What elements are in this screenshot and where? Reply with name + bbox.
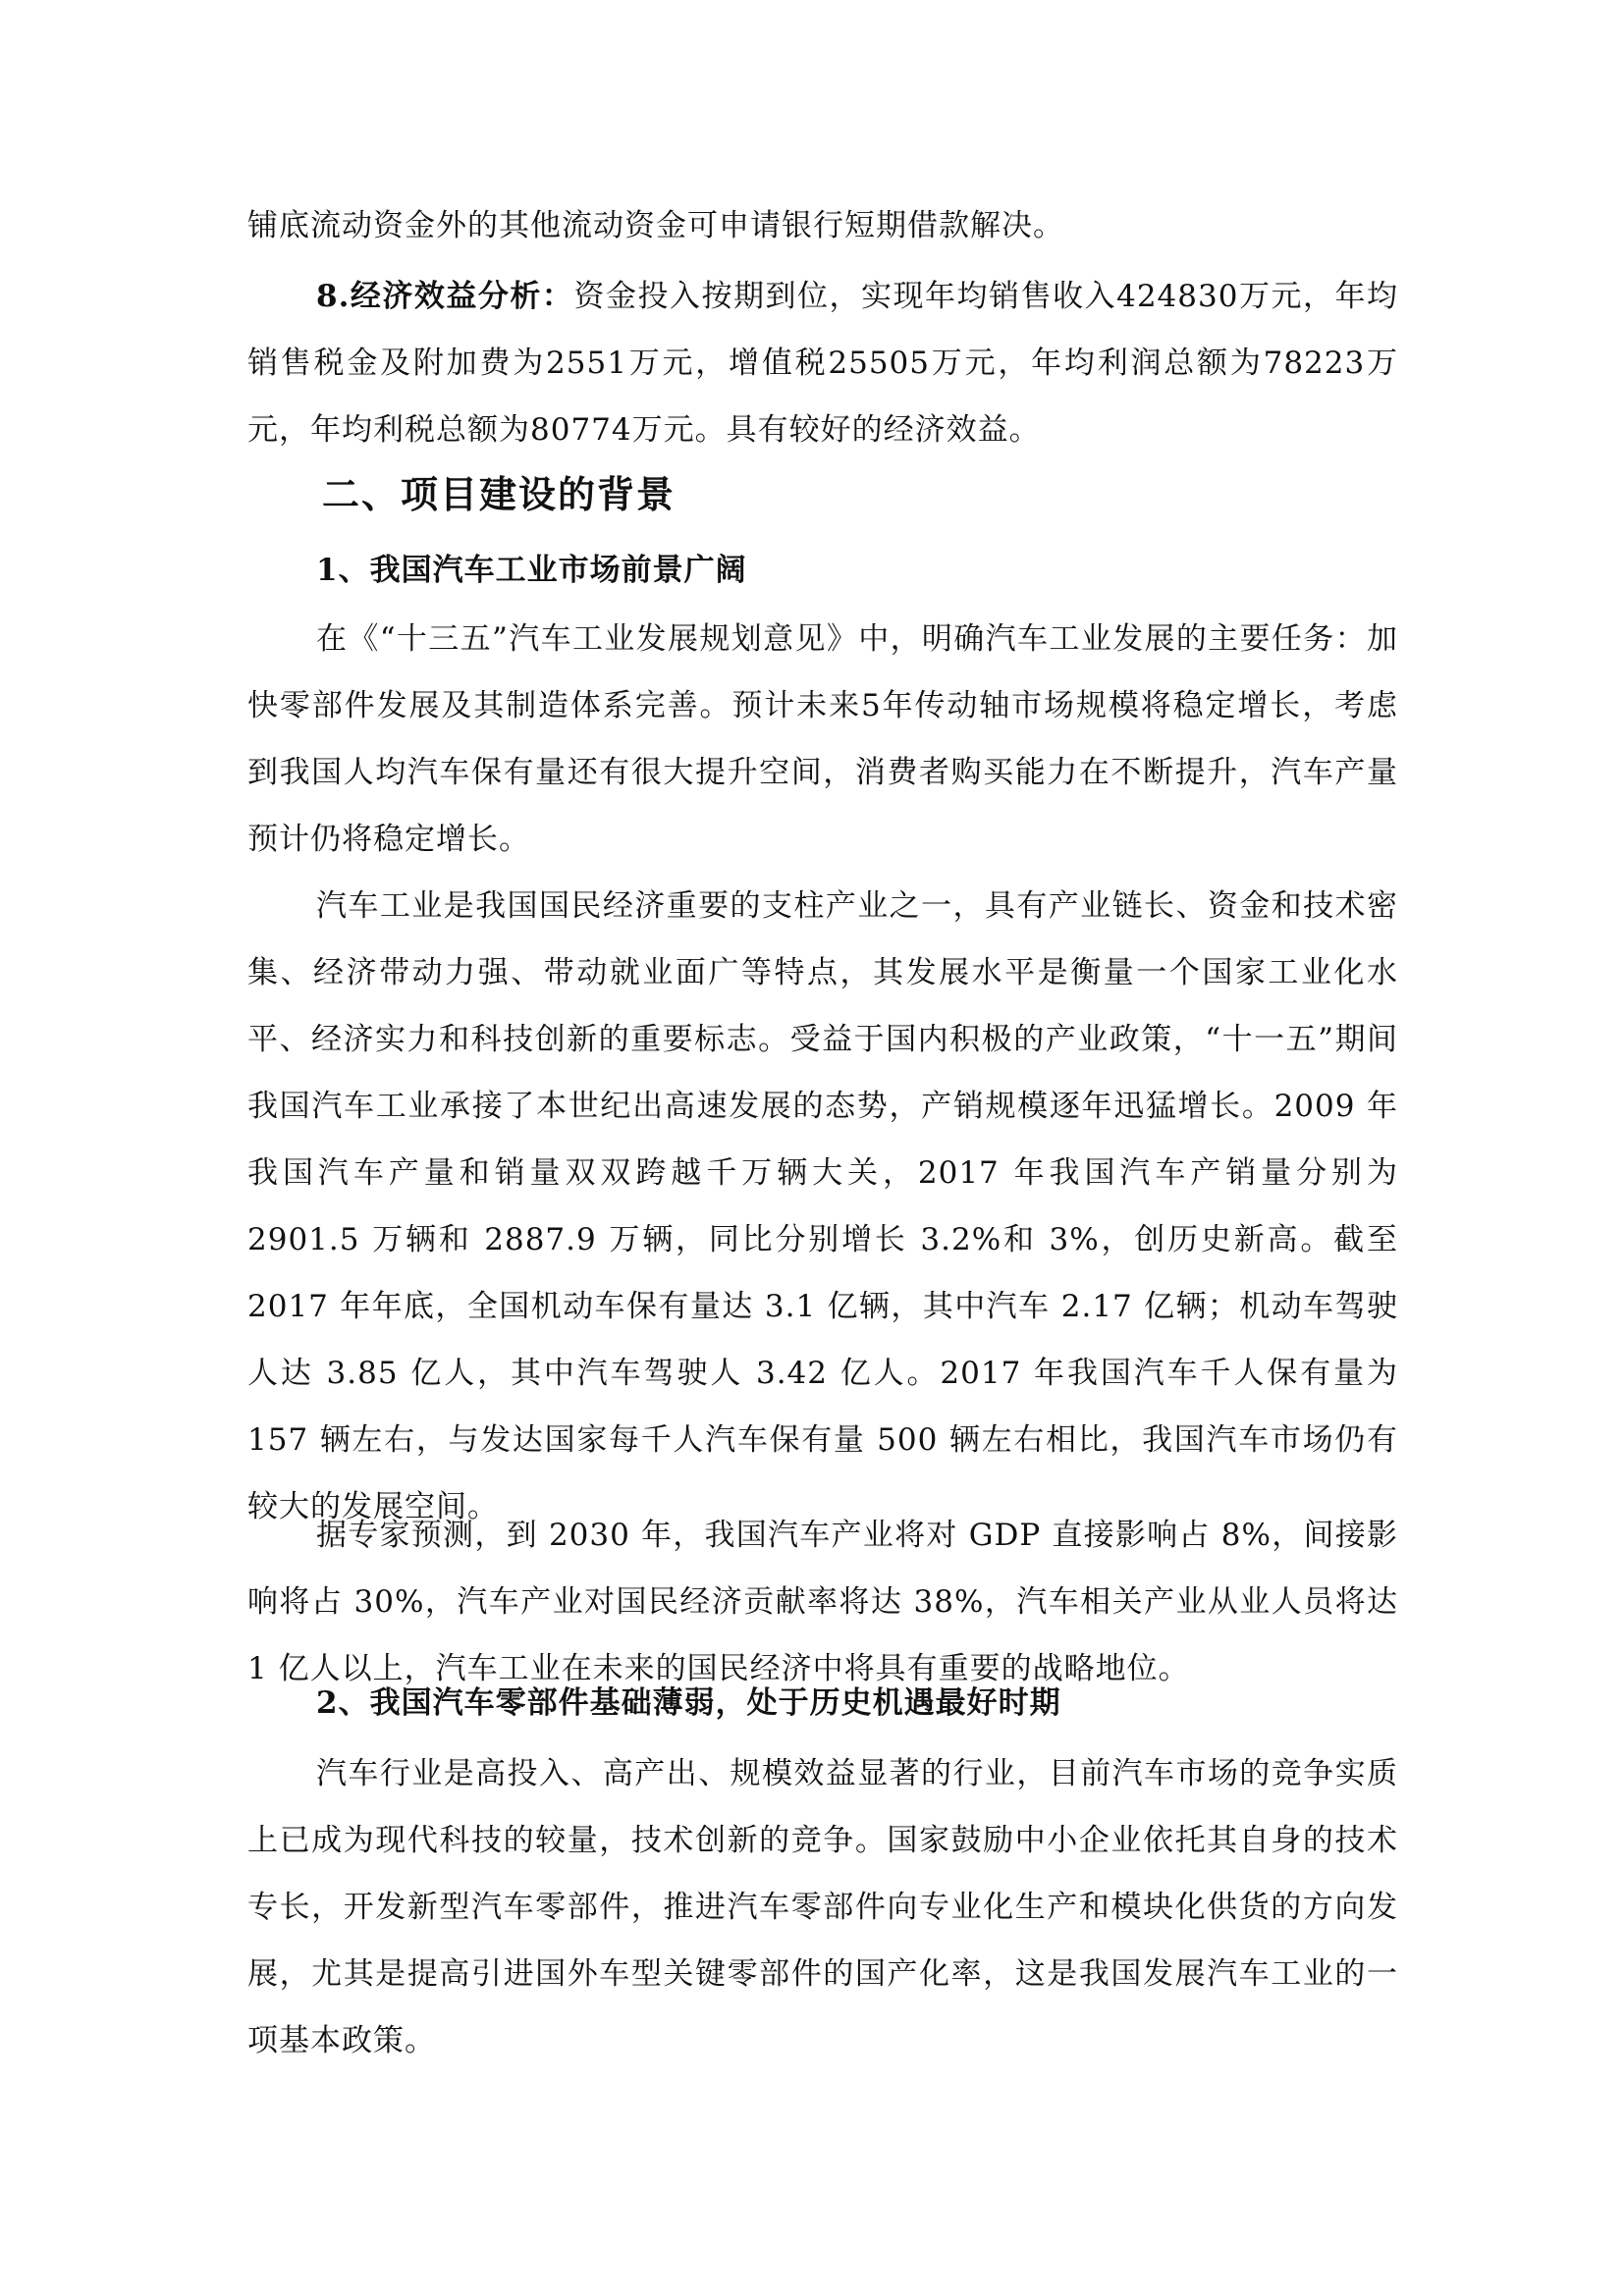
subsection-heading-market-outlook: 1、我国汽车工业市场前景广阔 <box>316 553 747 588</box>
paragraph-market-outlook-3: 据专家预测，到 2030 年，我国汽车产业将对 GDP 直接影响占 8%，间接影响将占 30%，汽车产业对国民经济贡献率将达 38%，汽车相关产业从业人员将达 1 亿人以上，汽车工业在未来的国民经济中将具有重要的战略地位。 <box>247 1518 1398 1686</box>
paragraph-parts-industry-1: 汽车行业是高投入、高产出、规模效益显著的行业，目前汽车市场的竞争实质上已成为现代科技的较量，技术创新的竞争。国家鼓励中小企业依托其自身的技术专长，开发新型汽车零部件，推进汽车零部件向专业化生产和模块化供货的方向发展，尤其是提高引进国外车型关键零部件的国产化率，这是我国发展汽车工业的一项基本政策。 <box>247 1756 1398 2058</box>
economic-analysis-text: 资金投入按期到位，实现年均销售收入424830万元，年均销售税金及附加费为2551万元，增值税25505万元，年均利润总额为78223万元，年均利税总额为80774万元。具有较好的经济效益。 <box>247 279 1398 448</box>
paragraph-market-outlook-1: 在《“十三五”汽车工业发展规划意见》中，明确汽车工业发展的主要任务：加快零部件发展及其制造体系完善。预计未来5年传动轴市场规模将稳定增长，考虑到我国人均汽车保有量还有很大提升空间，消费者购买能力在不断提升，汽车产量预计仍将稳定增长。 <box>247 621 1398 857</box>
subsection-heading-parts-industry: 2、我国汽车零部件基础薄弱，处于历史机遇最好时期 <box>316 1685 1061 1721</box>
section-heading-background: 二、项目建设的背景 <box>322 472 677 516</box>
paragraph-economic-analysis <box>247 263 1398 463</box>
paragraph-continuation: 铺底流动资金外的其他流动资金可申请银行短期借款解决。 <box>247 208 1064 243</box>
paragraph-market-outlook-2: 汽车工业是我国国民经济重要的支柱产业之一，具有产业链长、资金和技术密集、经济带动力强、带动就业面广等特点，其发展水平是衡量一个国家工业化水平、经济实力和科技创新的重要标志。受益于国内积极的产业政策，“十一五”期间我国汽车工业承接了本世纪出高速发展的态势，产销规模逐年迅猛增长。2009 年我国汽车产量和销量双双跨越千万辆大关，2017 年我国汽车产销量分别为 2901.5 万辆和 2887.9 万辆，同比分别增长 3.2%和 3%，创历史新高。截至 2017 年年底，全国机动车保有量达 3.1 亿辆，其中汽车 2.17 亿辆；机动车驾驶人达 3.85 亿人，其中汽车驾驶人 3.42 亿人。2017 年我国汽车千人保有量为 157 辆左右，与发达国家每千人汽车保有量 500 辆左右相比，我国汽车市场仍有较大的发展空间。 <box>247 888 1398 1524</box>
economic-analysis-label: 8.经济效益分析： <box>316 279 574 314</box>
